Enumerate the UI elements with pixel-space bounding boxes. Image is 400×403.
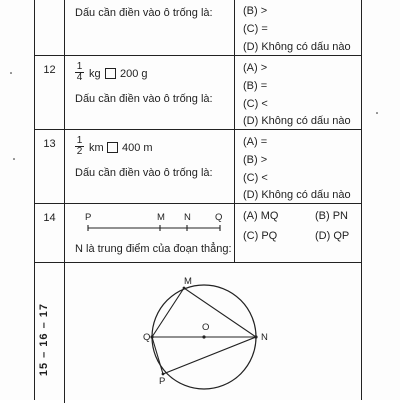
fraction-denominator: 4 [76, 72, 83, 83]
left-unit: km [89, 142, 104, 154]
paper-speck [10, 72, 12, 74]
fraction-numerator: 1 [76, 135, 83, 146]
question-number: 12 [43, 64, 56, 76]
question-number-cell [35, 130, 65, 203]
point-label-n: N [261, 332, 268, 343]
fraction-numerator: 1 [76, 61, 83, 72]
left-unit: kg [89, 68, 101, 80]
question-table [34, 0, 362, 400]
answer-option: (D) Không có dấu nào [243, 115, 351, 127]
question-prompt: N là trung điểm của đoạn thẳng: [75, 243, 232, 255]
question-number [35, 0, 64, 8]
fraction [75, 62, 84, 83]
question-number: 15 – 16 – 17 [38, 303, 50, 377]
answer-blank-box [105, 68, 116, 79]
question-number: 13 [43, 138, 56, 150]
segment-label-n: N [184, 212, 191, 223]
circle-diagram [65, 263, 361, 403]
question-cell [65, 0, 235, 55]
circle-diagram-cell [65, 263, 361, 403]
question-cell [65, 56, 235, 129]
question-row-14 [35, 204, 361, 263]
answer-option: (C) = [243, 23, 268, 35]
answer-option: (B) > [243, 5, 268, 17]
answer-options-cell [235, 130, 361, 203]
question-number: 14 [43, 212, 56, 224]
question-row-partial [35, 0, 361, 56]
question-row-13 [35, 130, 361, 204]
right-value: 400 m [122, 142, 153, 154]
question-row-12 [35, 56, 361, 130]
answer-option: (B) = [243, 80, 268, 92]
question-prompt: Dấu cần điền vào ô trống là: [75, 93, 213, 105]
question-number-cell [35, 56, 65, 129]
point-label-q: Q [143, 332, 151, 343]
answer-option: (D) Không có dấu nào [243, 189, 351, 201]
point-label-p: P [159, 376, 166, 387]
question-cell [65, 204, 235, 262]
answer-option: (B) PN [315, 210, 348, 222]
segment-label-p: P [85, 212, 92, 223]
segment-label-m: M [157, 212, 165, 223]
answer-options-cell [235, 0, 361, 55]
answer-option: (B) > [243, 154, 268, 166]
question-number-cell [35, 0, 65, 55]
paper-speck [376, 112, 378, 114]
answer-blank-box [107, 142, 118, 153]
answer-option: (C) PQ [243, 230, 278, 242]
fraction-denominator: 2 [76, 146, 83, 157]
point-label-o: O [202, 322, 210, 333]
answer-options-cell [235, 56, 361, 129]
answer-option: (D) Không có dấu nào [243, 41, 351, 53]
segment-label-q: Q [215, 212, 223, 223]
answer-option: (A) = [243, 136, 268, 148]
right-value: 200 g [120, 68, 148, 80]
answer-option: (D) QP [315, 230, 350, 242]
answer-option: (A) MQ [243, 210, 279, 222]
question-row-15-16-17 [35, 263, 361, 403]
question-cell [65, 130, 235, 203]
question-number-cell [35, 204, 65, 262]
answer-option: (C) < [243, 172, 268, 184]
point-label-m: M [184, 276, 192, 287]
answer-option: (A) > [243, 62, 268, 74]
question-number-cell [35, 263, 65, 403]
fraction [75, 136, 84, 157]
question-prompt: Dấu cần điền vào ô trống là: [75, 167, 213, 179]
answer-options-cell [235, 204, 361, 262]
paper-speck [13, 158, 15, 160]
answer-option: (C) < [243, 98, 268, 110]
question-prompt: Dấu cần điền vào ô trống là: [75, 7, 213, 19]
